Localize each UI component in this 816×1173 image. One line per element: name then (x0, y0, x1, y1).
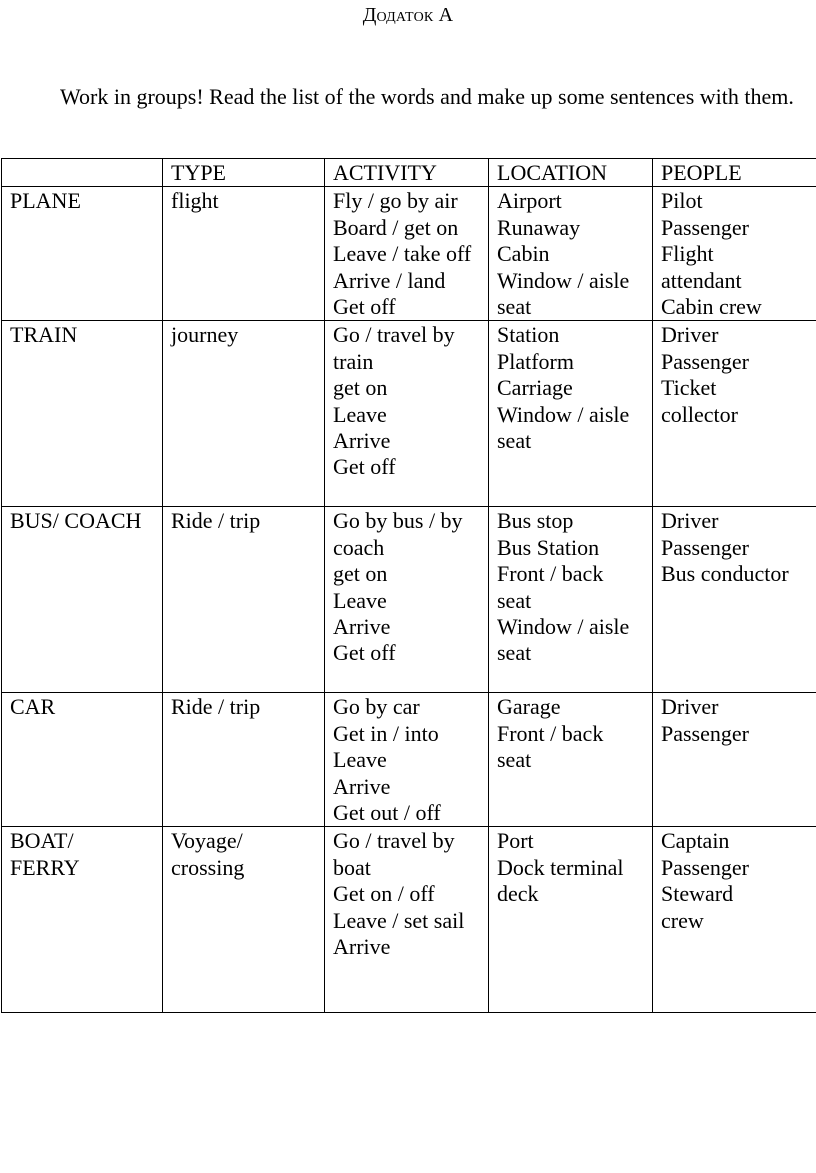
people-line: Pilot (661, 188, 703, 214)
activity-line: Get off (333, 640, 396, 666)
people-line: Ticket (661, 375, 717, 401)
header-row (2, 159, 816, 187)
people-line: attendant (661, 267, 742, 293)
type-line: Voyage/ (171, 828, 243, 854)
location-line: Cabin (497, 241, 550, 267)
activity-line: Leave (333, 587, 387, 613)
people-cell (653, 321, 816, 507)
activity-line: Get on / off (333, 881, 435, 907)
transport-mode-cell (2, 187, 163, 321)
type-cell (163, 321, 325, 507)
activity-line: Go / travel by (333, 322, 455, 348)
people-line: Driver (661, 694, 719, 720)
activity-cell (325, 693, 489, 827)
activity-line: Arrive (333, 934, 391, 960)
activity-cell (325, 507, 489, 693)
transport-mode-cell (2, 507, 163, 693)
location-line: Window / aisle (497, 401, 630, 427)
activity-line: Arrive (333, 773, 391, 799)
activity-line: Go by bus / by (333, 508, 463, 534)
activity-line: get on (333, 375, 388, 401)
activity-cell (325, 321, 489, 507)
activity-line: Go / travel by (333, 828, 455, 854)
table-row (2, 321, 816, 507)
location-line: seat (497, 294, 532, 320)
location-line: Airport (497, 188, 562, 214)
type-line: journey (171, 322, 239, 348)
location-line: Runaway (497, 214, 581, 240)
location-line: seat (497, 640, 532, 666)
location-line: Bus stop (497, 508, 574, 534)
mode-line: TRAIN (10, 322, 78, 348)
activity-line: Get off (333, 294, 396, 320)
location-cell (489, 827, 653, 1013)
type-line: flight (171, 188, 219, 214)
location-line: Window / aisle (497, 614, 630, 640)
location-line: Port (497, 828, 534, 854)
activity-line: Arrive (333, 614, 391, 640)
type-cell (163, 187, 325, 321)
mode-line: BOAT/ (10, 828, 74, 854)
activity-line: Go by car (333, 694, 420, 720)
location-line: deck (497, 881, 539, 907)
location-line: Dock terminal (497, 854, 624, 880)
activity-line: Leave / set sail (333, 907, 465, 933)
people-line: Passenger (661, 854, 749, 880)
people-cell (653, 693, 816, 827)
activity-line: Get out / off (333, 800, 441, 826)
location-line: Carriage (497, 375, 573, 401)
activity-line: boat (333, 854, 371, 880)
header-cell-blank (2, 159, 163, 187)
people-line: Cabin crew (661, 294, 762, 320)
activity-line: Leave / take off (333, 241, 472, 267)
location-line: seat (497, 428, 532, 454)
people-line: Captain (661, 828, 730, 854)
location-line: Bus Station (497, 534, 600, 560)
activity-line: Get in / into (333, 720, 439, 746)
location-cell (489, 693, 653, 827)
transport-mode-cell (2, 827, 163, 1013)
table-row (2, 507, 816, 693)
people-line: Driver (661, 322, 719, 348)
transport-mode-cell (2, 693, 163, 827)
people-line: Passenger (661, 534, 749, 560)
table-row (2, 827, 816, 1013)
people-line: Passenger (661, 720, 749, 746)
type-line: crossing (171, 854, 245, 880)
header-cell-location: LOCATION (489, 159, 653, 187)
type-cell (163, 827, 325, 1013)
activity-cell (325, 827, 489, 1013)
activity-line: get on (333, 561, 388, 587)
activity-line: Arrive (333, 428, 391, 454)
activity-line: Fly / go by air (333, 188, 458, 214)
people-line: Flight (661, 241, 714, 267)
people-cell (653, 187, 816, 321)
mode-line: PLANE (10, 188, 81, 214)
people-line: Passenger (661, 348, 749, 374)
appendix-title: Додаток А (362, 4, 454, 26)
people-line: crew (661, 907, 704, 933)
activity-cell (325, 187, 489, 321)
task-instructions: Work in groups! Read the list of the words and make up some sentences with them. (60, 84, 794, 109)
location-cell (489, 187, 653, 321)
activity-line: Board / get on (333, 214, 459, 240)
transport-vocabulary-table (1, 158, 816, 1013)
table-row (2, 187, 816, 321)
location-line: Platform (497, 348, 574, 374)
header-cell-people: PEOPLE (653, 159, 816, 187)
activity-line: coach (333, 534, 385, 560)
people-line: Steward (661, 881, 734, 907)
location-line: Garage (497, 694, 561, 720)
mode-line: FERRY (10, 854, 80, 880)
people-line: Bus conductor (661, 561, 789, 587)
activity-line: Leave (333, 401, 387, 427)
transport-mode-cell (2, 321, 163, 507)
location-line: Station (497, 322, 560, 348)
location-line: Front / back (497, 561, 604, 587)
table-row (2, 693, 816, 827)
type-cell (163, 693, 325, 827)
type-line: Ride / trip (171, 694, 261, 720)
location-cell (489, 321, 653, 507)
people-cell (653, 827, 816, 1013)
people-line: Passenger (661, 214, 749, 240)
mode-line: CAR (10, 694, 56, 720)
location-line: seat (497, 747, 532, 773)
header-cell-type: TYPE (163, 159, 325, 187)
location-cell (489, 507, 653, 693)
location-line: Front / back (497, 720, 604, 746)
people-cell (653, 507, 816, 693)
activity-line: Arrive / land (333, 267, 446, 293)
people-line: Driver (661, 508, 719, 534)
type-line: Ride / trip (171, 508, 261, 534)
activity-line: Leave (333, 747, 387, 773)
location-line: Window / aisle (497, 267, 630, 293)
activity-line: Get off (333, 454, 396, 480)
header-cell-activity: ACTIVITY (325, 159, 489, 187)
activity-line: train (333, 348, 374, 374)
mode-line: BUS/ COACH (10, 508, 142, 534)
location-line: seat (497, 587, 532, 613)
type-cell (163, 507, 325, 693)
people-line: collector (661, 401, 738, 427)
